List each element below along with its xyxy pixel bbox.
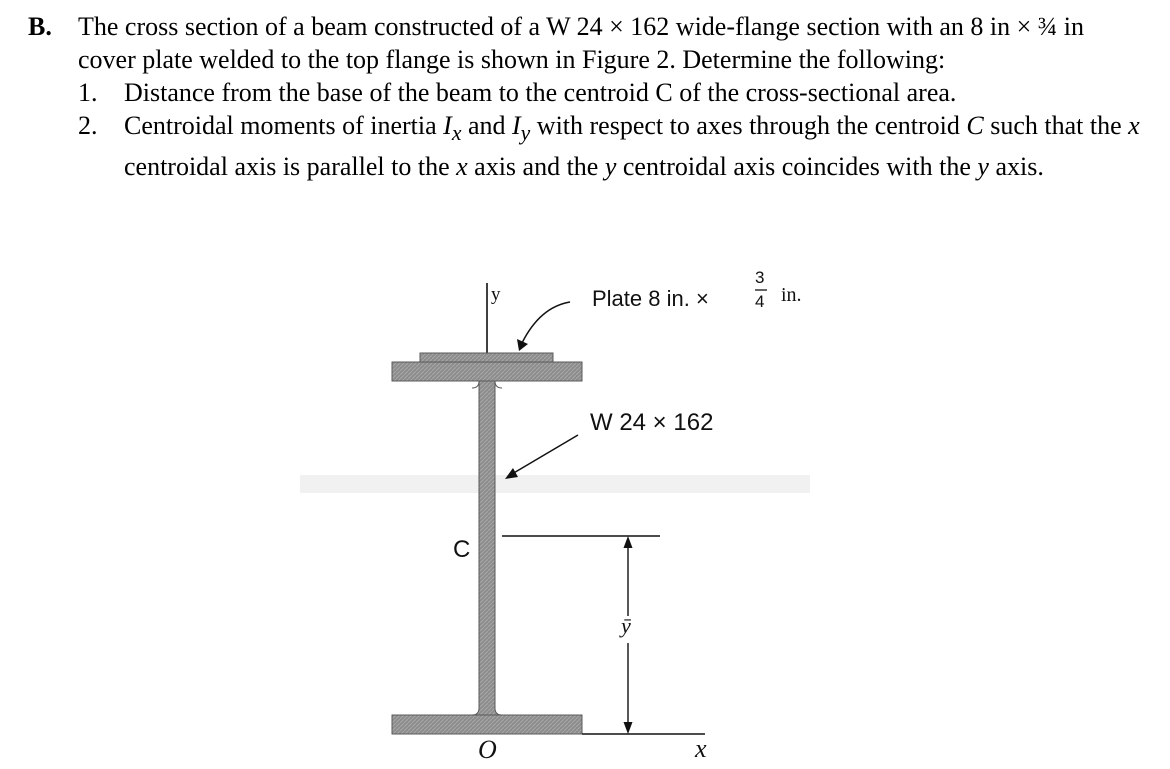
plate-fraction-numerator: 3 [755, 268, 765, 287]
y-axis-label: y [491, 284, 501, 305]
ybar-arrow-down [624, 722, 633, 734]
problem-statement [28, 10, 1148, 183]
bottom-flange [392, 715, 582, 734]
item-text: Centroidal moments of inertia $I_x$ and $I_y$ with respect to axes through the centroid C such that the x centroidal axis is parallel to the x axis and the y centroidal axis coincides with the y axis. [124, 111, 1140, 182]
beam-cross-section-drawing [300, 255, 830, 765]
section-leader [512, 435, 578, 474]
ybar-label: ȳ [621, 613, 631, 638]
plate-label: Plate 8 in. × [592, 286, 709, 311]
top-flange [392, 362, 582, 381]
origin-label: O [478, 735, 497, 764]
figure-2 [300, 255, 830, 765]
centroid-label: C [453, 536, 471, 563]
list-item [78, 76, 1148, 109]
item-number: 1. [78, 78, 98, 107]
ybar-arrow-up [624, 536, 633, 548]
cover-plate [420, 353, 553, 362]
plate-leader [522, 302, 570, 343]
problem-intro: The cross section of a beam constructed of a W 24 × 162 wide-flange section with an 8 in × ¾ in cover plate welded to the top flange is shown in Figure 2. Determine the following: [78, 12, 1084, 74]
web [472, 381, 502, 715]
plate-unit-label: in. [781, 284, 802, 306]
problem-letter: B. [28, 12, 52, 41]
problem-items [78, 76, 1148, 183]
list-item [78, 109, 1148, 183]
item-text: Distance from the base of the beam to the centroid C of the cross-sectional area. [124, 78, 957, 107]
section-label: W 24 × 162 [590, 409, 714, 436]
plate-fraction-denominator: 4 [755, 292, 765, 311]
scan-band [300, 475, 810, 493]
x-axis-label: x [695, 734, 707, 763]
item-number: 2. [78, 111, 98, 140]
